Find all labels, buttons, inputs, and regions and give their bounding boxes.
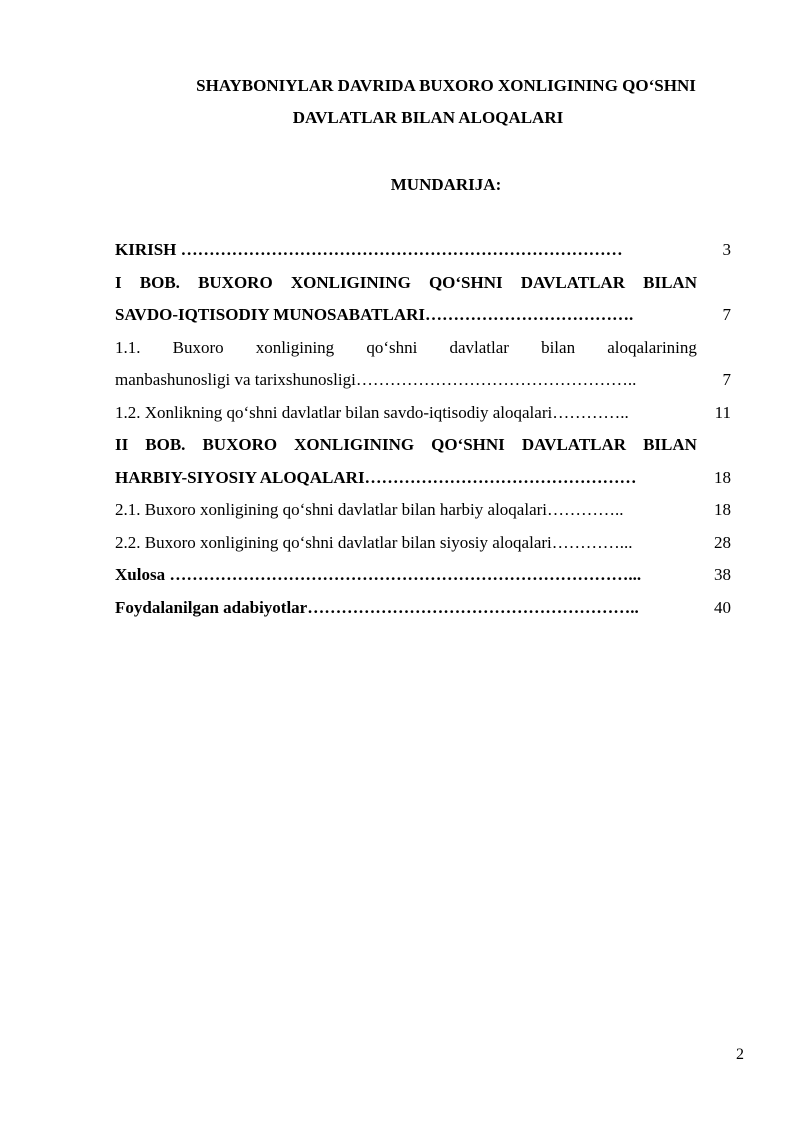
toc-entry-label-justified: [115, 431, 697, 459]
page-number: 2: [736, 1046, 744, 1063]
toc-word: QO‘SHNI: [428, 272, 503, 292]
toc-entry-label: SAVDO-IQTISODIY MUNOSABATLARI……………………………….: [115, 305, 634, 324]
toc-word: DAVLATLAR: [520, 272, 625, 292]
toc-entry-label: 1.2. Xonlikning qo‘shni davlatlar bilan savdo-iqtisodiy aloqalari…………..: [115, 402, 629, 422]
toc-entry-2-2[interactable]: [115, 529, 735, 562]
toc-word: I: [115, 272, 122, 292]
toc-word: II: [115, 435, 129, 454]
toc-entry-page: 11: [714, 402, 731, 422]
toc-word: xonligining: [255, 337, 335, 357]
toc-entry-label: Foydalanilgan adabiyotlar…………………………………………………..: [115, 597, 639, 617]
toc-word: DAVLATLAR: [521, 435, 627, 454]
toc-entry-page: 38: [714, 565, 731, 584]
toc-entry-adabiyotlar[interactable]: [115, 594, 735, 627]
toc-word: bilan: [541, 337, 576, 357]
toc-word: 1.1.: [115, 337, 141, 357]
toc-entry-1-1-line1[interactable]: [115, 334, 735, 367]
toc-entry-2-1[interactable]: [115, 496, 735, 529]
toc-word: qo‘shni: [366, 337, 418, 357]
toc-entry-label: HARBIY-SIYOSIY ALOQALARI…………………………………………: [115, 467, 637, 487]
toc-entry-label-justified: [115, 334, 697, 362]
toc-entry-page: 40: [714, 597, 731, 617]
toc-entry-page: 18: [714, 467, 731, 487]
toc-entry-page: 3: [722, 240, 731, 259]
toc-word: Buxoro: [172, 337, 224, 357]
toc-word: BILAN: [643, 272, 697, 292]
toc-entry-page: 28: [714, 532, 731, 552]
toc-word: QO‘SHNI: [431, 435, 505, 454]
toc-entry-label: manbashunosligi va tarixshunosligi…………………………………………..: [115, 370, 637, 389]
toc-word: BOB.: [145, 435, 186, 454]
document-title-line-1: SHAYBONIYLAR DAVRIDA BUXORO XONLIGINING QO‘SHNI: [196, 76, 696, 95]
toc-entry-bob2-line2[interactable]: [115, 464, 735, 497]
toc-entry-1-1-line2[interactable]: [115, 366, 735, 399]
toc-entry-label: KIRISH ……………………………………………………………………: [115, 240, 623, 259]
toc-entry-page: 7: [722, 370, 731, 389]
contents-heading: MUNDARIJA:: [390, 175, 502, 194]
toc-word: BUXORO: [198, 272, 273, 292]
toc-word: aloqalarining: [607, 337, 697, 357]
toc-word: XONLIGINING: [294, 435, 415, 454]
toc-entry-label: 2.2. Buxoro xonligining qo‘shni davlatlar bilan siyosiy aloqalari…………...: [115, 532, 633, 552]
toc-word: BUXORO: [202, 435, 278, 454]
toc-entry-bob1-line1[interactable]: [115, 269, 735, 302]
toc-word: XONLIGINING: [290, 272, 411, 292]
toc-entry-page: 7: [722, 305, 731, 324]
toc-entry-label-justified: [115, 269, 697, 297]
toc-entry-1-2[interactable]: [115, 399, 735, 432]
toc-word: BILAN: [643, 435, 697, 454]
document-title-line-2: DAVLATLAR BILAN ALOQALARI: [292, 108, 564, 127]
table-of-contents: [115, 236, 735, 626]
toc-entry-xulosa[interactable]: [115, 561, 735, 594]
toc-entry-page: 18: [714, 500, 731, 519]
toc-entry-bob1-line2[interactable]: [115, 301, 735, 334]
toc-entry-kirish[interactable]: [115, 236, 735, 269]
toc-entry-bob2-line1[interactable]: [115, 431, 735, 464]
toc-word: davlatlar: [449, 337, 509, 357]
toc-entry-label: 2.1. Buxoro xonligining qo‘shni davlatlar bilan harbiy aloqalari…………..: [115, 500, 624, 519]
toc-word: BOB.: [139, 272, 180, 292]
toc-entry-label: Xulosa ………………………………………………………………………...: [115, 565, 642, 584]
